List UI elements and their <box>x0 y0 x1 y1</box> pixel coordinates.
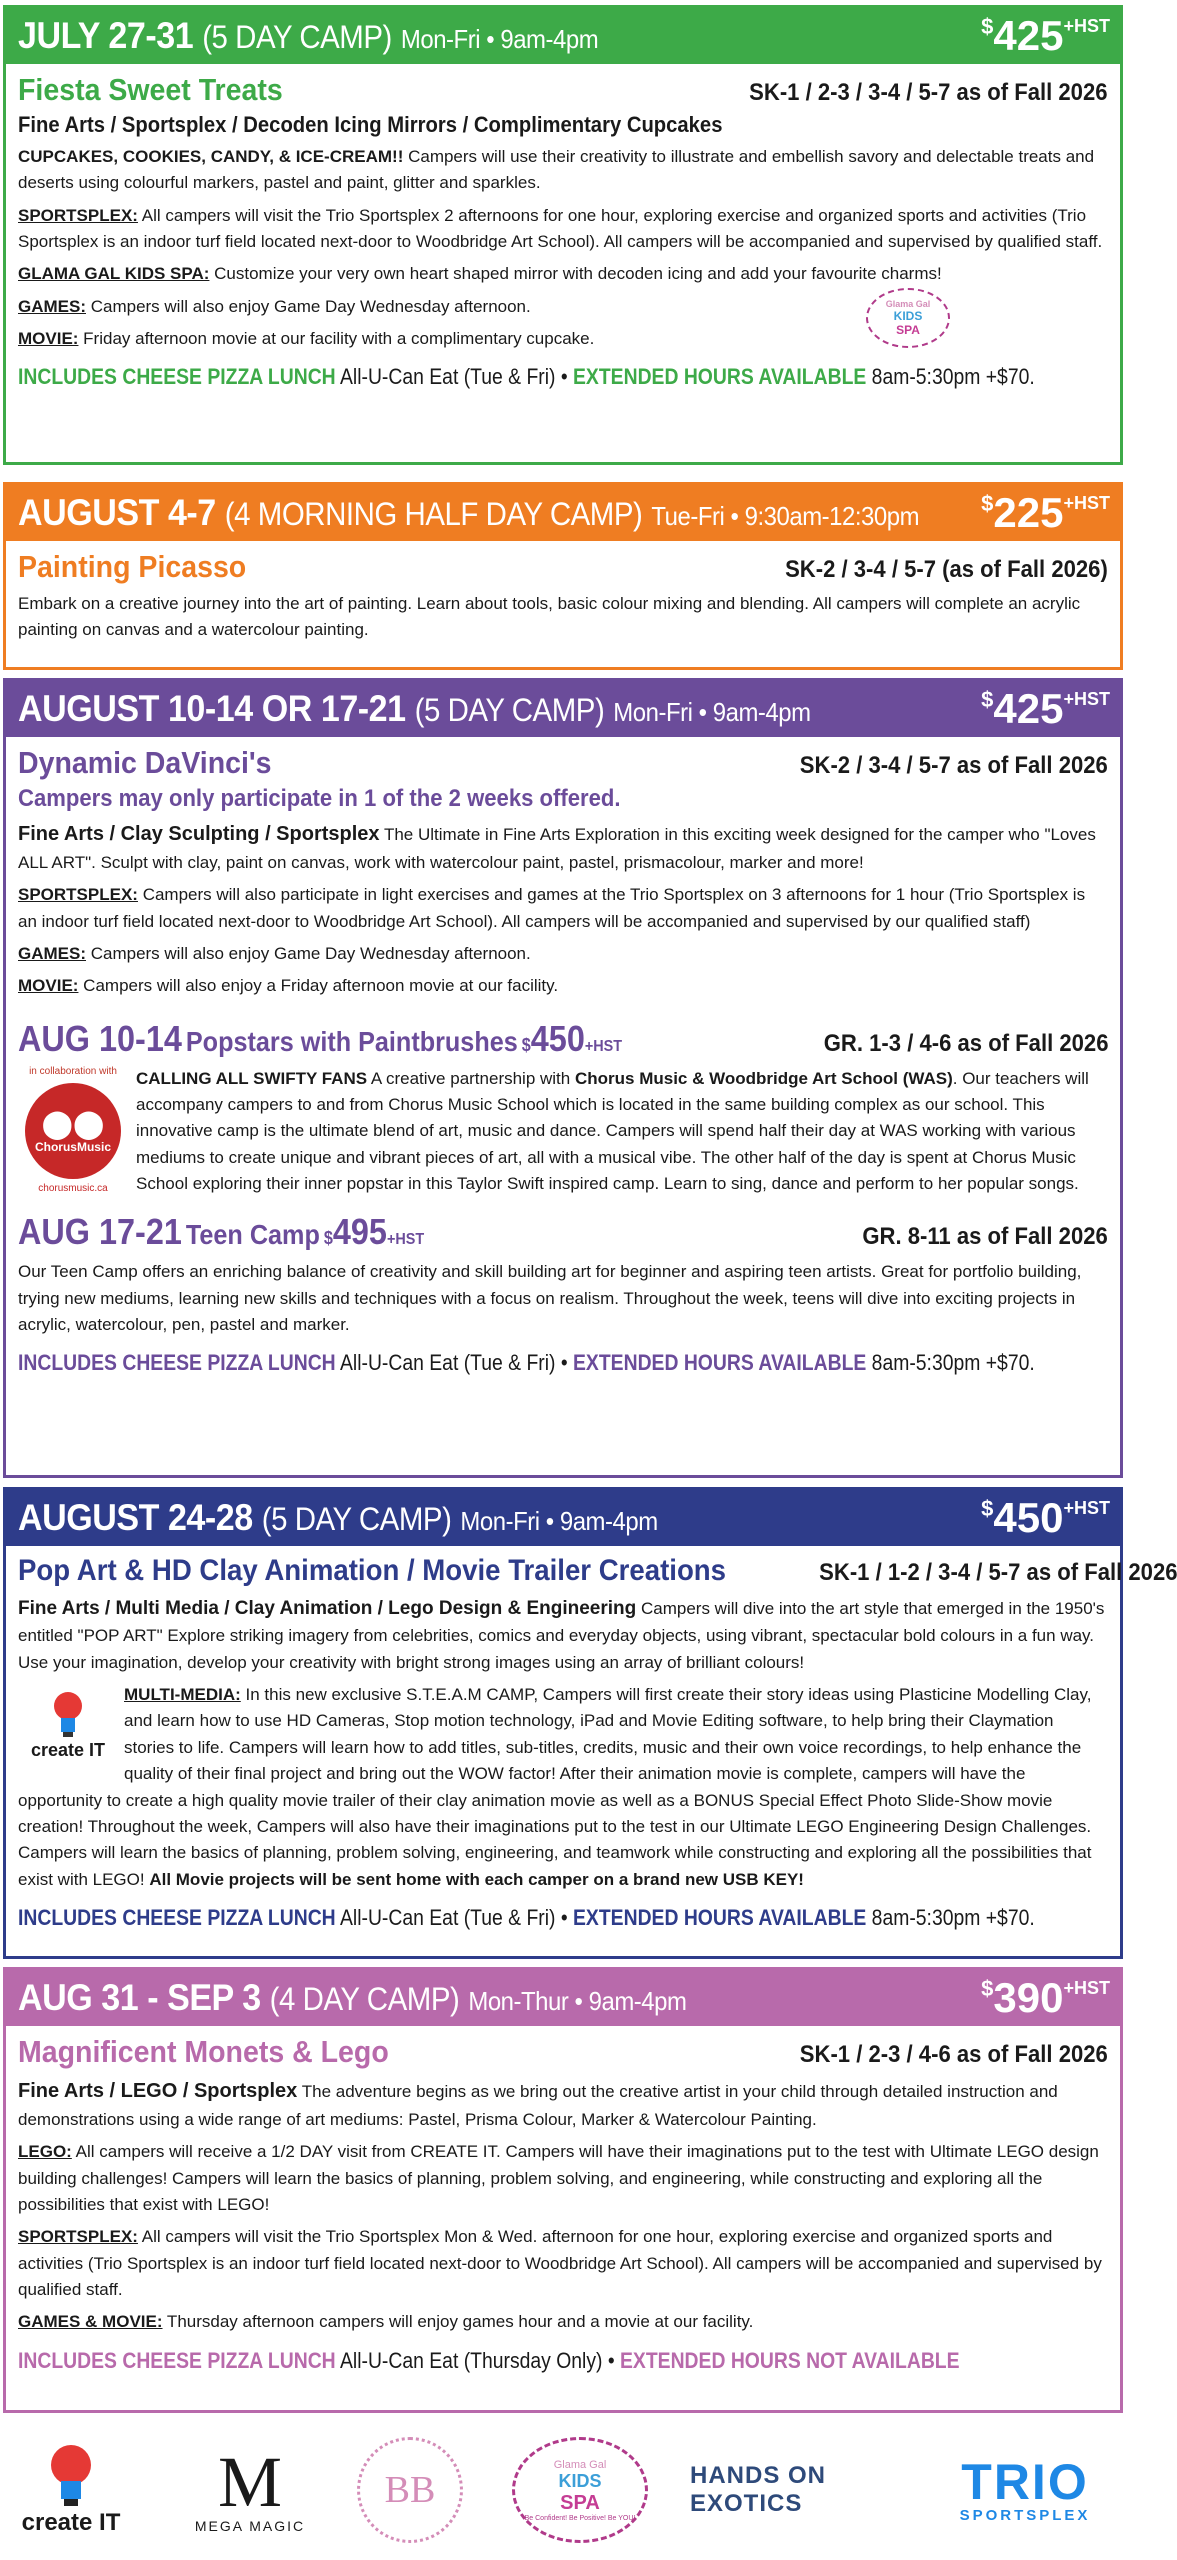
price-value: 425 <box>993 685 1064 732</box>
camp-date-line <box>18 688 811 730</box>
lunch-detail: All-U-Can Eat (Thursday Only) • <box>335 2347 621 2373</box>
people-icon: ⬤⬤ <box>41 1108 105 1140</box>
lunch-label: INCLUDES CHEESE PIZZA LUNCH <box>18 364 336 390</box>
camp-price <box>981 685 1110 733</box>
subsection-date: AUG 10-14 <box>18 1017 182 1059</box>
subsection-grades: GR. 8-11 as of Fall 2026 <box>862 1223 1108 1251</box>
camp-title: Painting Picasso <box>18 549 247 584</box>
paragraph-bold: All Movie projects will be sent home with each camper on a brand new USB KEY! <box>149 1869 804 1889</box>
camp-card-aug10 <box>3 678 1123 1478</box>
camp-price <box>981 1974 1110 2022</box>
paragraph-label: GLAMA GAL KIDS SPA: <box>18 264 210 284</box>
lightbulb-icon <box>47 2443 95 2509</box>
title-row <box>18 72 1108 108</box>
hst-label: +HST <box>584 1037 623 1055</box>
collab-text: in collaboration with <box>29 1065 117 1077</box>
paragraph-text: All campers will receive a 1/2 DAY visit from CREATE IT. Campers will have their imaginations put to the test with Ultimate LEGO design building challenges! Campers will learn the basics of planning, problem solving, and engineering, while constructing and exploring all the possibilities that exist with LEGO! <box>18 2142 1099 2215</box>
camp-grades: SK-1 / 2-3 / 4-6 as of Fall 2026 <box>799 2041 1108 2068</box>
camp-footer <box>18 364 1035 390</box>
logo-text: Glama Gal <box>553 2458 607 2471</box>
logo-text: KIDS <box>558 2470 602 2491</box>
logo-text-row <box>195 2518 305 2534</box>
camp-grades: SK-1 / 1-2 / 3-4 / 5-7 as of Fall 2026 <box>818 1559 1177 1586</box>
subsection-title <box>18 1211 1108 1253</box>
logo-text: create IT <box>21 2509 121 2536</box>
paragraph <box>18 2224 1108 2303</box>
camp-type: (4 MORNING HALF DAY CAMP) <box>224 496 643 532</box>
price-value: 390 <box>993 1974 1064 2021</box>
camp-footer <box>18 1904 1035 1931</box>
paragraph-text: Thursday afternoon campers will enjoy games hour and a movie at our facility. <box>162 2312 754 2332</box>
camp-footer <box>18 2348 977 2374</box>
camp-body <box>6 541 1120 644</box>
lunch-label: INCLUDES CHEESE PIZZA LUNCH <box>18 1350 336 1376</box>
logo-text: SPA <box>896 323 920 337</box>
paragraph <box>18 941 1108 967</box>
camp-date-line <box>18 15 598 57</box>
paragraph <box>18 973 1108 999</box>
paragraph-label: MOVIE: <box>18 329 79 349</box>
dollar-sign: $ <box>981 687 994 712</box>
dollar-sign: $ <box>981 1496 994 1521</box>
logo-text: SPA <box>560 2491 600 2514</box>
paragraph <box>18 2139 1108 2218</box>
camp-header <box>6 485 1120 541</box>
logo-text: MEGA <box>194 2518 244 2534</box>
camp-body <box>6 737 1120 1376</box>
camp-title: Fiesta Sweet Treats <box>18 72 283 107</box>
dollar-sign: $ <box>323 1228 333 1249</box>
partner-logos <box>0 2425 1130 2560</box>
extended-label: EXTENDED HOURS AVAILABLE <box>573 1350 867 1376</box>
logo-text: EXOTICS <box>690 2490 803 2517</box>
camp-header <box>6 1970 1120 2026</box>
createit-logo <box>6 2430 136 2550</box>
kids-spa-logo <box>866 288 950 348</box>
camp-card-aug4 <box>3 482 1123 670</box>
camp-schedule: Mon-Thur • 9am-4pm <box>468 1986 687 2016</box>
paragraph-label: CUPCAKES, COOKIES, CANDY, & ICE-CREAM!! <box>18 147 404 166</box>
mega-magic-logo <box>180 2430 320 2550</box>
price-value: 450 <box>530 1017 585 1059</box>
camp-date-line <box>18 492 919 534</box>
paragraph-text: Friday afternoon movie at our facility with a complimentary cupcake. <box>78 329 595 349</box>
bb-badge <box>357 2437 463 2543</box>
paragraph-text: The adventure begins as we bring out the creative artist in your child through detailed instruction and demonstrations using a wide range of art mediums: Pastel, Prisma Colour, Marker & Watercolour Painting. <box>18 2082 1058 2129</box>
spa-badge <box>512 2437 648 2543</box>
paragraph <box>18 882 1108 935</box>
camp-card-aug24 <box>3 1487 1177 1959</box>
subsection-heading <box>18 1018 622 1060</box>
subsection-name: Teen Camp <box>185 1219 320 1251</box>
paragraph-text: . Our teachers will accompany campers to and from Chorus Music School which is located in the same building complex as our school. This innovative camp is the ultimate blend of art, music and dance. Campers will spend half their day at WAS working with various mediums to create unique and vibrant pieces of art, all with a musical vibe. The other half of the day is spent at Chorus Music School exploring their inner popstar in this Taylor Swift inspired camp. Learn to sing, dance and perform to her popular songs. <box>136 1068 1089 1194</box>
dollar-sign: $ <box>521 1034 531 1055</box>
paragraph-label: Fine Arts / Multi Media / Clay Animation / Lego Design & Engineering <box>18 1598 637 1619</box>
createit-logo <box>18 1690 118 1780</box>
hands-on-exotics-logo <box>690 2445 890 2535</box>
logo-text: BB <box>384 2469 436 2511</box>
chorus-music-icon <box>25 1083 121 1179</box>
camp-body <box>6 2026 1120 2374</box>
logo-monogram: M <box>217 2442 283 2522</box>
paragraph-text: Campers will also enjoy a Friday afternoon movie at our facility. <box>78 976 559 996</box>
extended-label: EXTENDED HOURS AVAILABLE <box>573 364 867 390</box>
paragraph-text: A creative partnership with <box>367 1068 575 1088</box>
camp-schedule: Tue-Fri • 9:30am-12:30pm <box>651 501 920 531</box>
lunch-detail: All-U-Can Eat (Tue & Fri) • <box>335 364 574 390</box>
camp-title: Pop Art & HD Clay Animation / Movie Trailer Creations <box>18 1554 727 1587</box>
paragraph-label: SPORTSPLEX: <box>18 2227 138 2247</box>
hst-label: +HST <box>1063 689 1110 709</box>
hst-label: +HST <box>386 1231 425 1249</box>
lightbulb-icon <box>50 1690 86 1740</box>
dollar-sign: $ <box>981 14 994 39</box>
camp-grades: SK-2 / 3-4 / 5-7 (as of Fall 2026) <box>785 556 1108 583</box>
popstars-row <box>18 1066 1108 1198</box>
camp-title: Magnificent Monets & Lego <box>18 2034 389 2069</box>
trio-sportsplex-logo <box>930 2445 1120 2535</box>
paragraph-label: MULTI-MEDIA: <box>124 1685 241 1705</box>
logo-text: TRIO <box>961 2453 1089 2510</box>
bb-logo <box>355 2435 465 2545</box>
paragraph <box>18 2076 1108 2133</box>
subsection-grades: GR. 1-3 / 4-6 as of Fall 2026 <box>823 1029 1108 1057</box>
title-row <box>18 2034 1108 2070</box>
paragraph <box>18 203 1108 256</box>
paragraph: Embark on a creative journey into the art of painting. Learn about tools, basic colour mixing and blending. All campers will complete an acrylic painting on canvas and a watercolour painting. <box>18 594 1081 640</box>
hst-label: +HST <box>1063 1978 1110 1998</box>
paragraph <box>18 1594 1108 1676</box>
camp-type: (4 DAY CAMP) <box>269 1981 460 2017</box>
logo-text: Glama Gal <box>885 299 931 309</box>
paragraph-text: All campers will visit the Trio Sportsplex 2 afternoons for one hour, exploring exercise and organized sports and activities (Trio Sportsplex is an indoor turf field located next-door to Woodbridge Art School). All campers will be accompanied and supervised by qualified staff. <box>18 205 1103 252</box>
logo-text: create IT <box>30 1740 106 1761</box>
logo-text: HANDS ON <box>690 2462 827 2489</box>
logo-text: KIDS <box>893 309 923 323</box>
camp-subtitle: Fine Arts / Sportsplex / Decoden Icing Mirrors / Complimentary Cupcakes <box>18 112 723 137</box>
price-value: 425 <box>993 12 1064 59</box>
camp-grades: SK-2 / 3-4 / 5-7 as of Fall 2026 <box>799 752 1108 779</box>
paragraph-label: GAMES: <box>18 944 86 964</box>
subsection-date: AUG 17-21 <box>18 1211 182 1253</box>
camp-title: Dynamic DaVinci's <box>18 745 272 780</box>
title-row <box>18 549 1108 585</box>
camp-note: Campers may only participate in 1 of the 2 weeks offered. <box>18 785 621 812</box>
paragraph-label: LEGO: <box>18 2142 72 2162</box>
extended-label: EXTENDED HOURS AVAILABLE <box>573 1904 867 1930</box>
logo-text: Be Confident! Be Positive! Be YOU! <box>524 2514 636 2522</box>
extended-detail: 8am-5:30pm +$70. <box>866 1904 1035 1930</box>
camp-dates: AUGUST 10-14 OR 17-21 <box>18 688 406 729</box>
logo-text: MAGIC <box>249 2518 306 2534</box>
paragraph <box>136 1066 1108 1198</box>
price-value: 225 <box>993 489 1064 536</box>
camp-price <box>981 489 1110 537</box>
camp-card-july <box>3 5 1123 465</box>
paragraph-text: Campers will also enjoy Game Day Wednesday afternoon. <box>86 296 531 316</box>
paragraph-text: All campers will visit the Trio Sportsplex Mon & Wed. afternoon for one hour, exploring exercise and organized sports and activities (Trio Sportsplex is an indoor turf field located next-door to Woodbridge Art School). All campers will be accompanied and supervised by qualified staff. <box>18 2227 1102 2300</box>
camp-header <box>6 8 1120 64</box>
price-value: 450 <box>993 1494 1064 1541</box>
camp-price <box>981 1494 1110 1542</box>
camp-type: (5 DAY CAMP) <box>261 1501 452 1537</box>
paragraph <box>18 819 1108 876</box>
camp-card-aug31 <box>3 1967 1123 2413</box>
title-row <box>18 745 1108 781</box>
paragraph-text: Campers will use their creativity to illustrate and embellish savory and delectable treats and deserts using colourful markers, pastel and paint, glitter and sparkles. <box>18 147 1095 193</box>
dollar-sign: $ <box>981 491 994 516</box>
extended-detail: 8am-5:30pm +$70. <box>866 1350 1035 1376</box>
camp-body <box>6 1546 1177 1931</box>
chorus-logo <box>18 1066 128 1198</box>
camp-grades: SK-1 / 2-3 / 3-4 / 5-7 as of Fall 2026 <box>749 79 1108 106</box>
camp-header <box>6 681 1120 737</box>
camp-type: (5 DAY CAMP) <box>414 692 605 728</box>
hst-label: +HST <box>1063 1498 1110 1518</box>
subsection-title <box>18 1018 1108 1060</box>
paragraph-text: Campers will also participate in light exercises and games at the Trio Sportsplex on 3 afternoons for 1 hour (Trio Sportsplex is an indoor turf field located next-door to Woodbridge Art School). All campers will be accompanied and supervised by our qualified staff) <box>18 885 1086 931</box>
extended-detail: 8am-5:30pm +$70. <box>866 364 1035 390</box>
paragraph-text: Campers will also enjoy Game Day Wednesday afternoon. <box>86 944 531 964</box>
paragraph <box>18 1682 1108 1893</box>
paragraph-label: MOVIE: <box>18 976 79 996</box>
dollar-sign: $ <box>981 1976 994 2001</box>
chorus-url: chorusmusic.ca <box>38 1182 108 1194</box>
camp-footer <box>18 1350 1035 1376</box>
camp-dates: AUG 31 - SEP 3 <box>18 1977 261 2018</box>
extended-label: EXTENDED HOURS NOT AVAILABLE <box>620 2347 960 2373</box>
hst-label: +HST <box>1063 16 1110 36</box>
paragraph-text: Chorus Music & Woodbridge Art School (WAS) <box>574 1068 953 1088</box>
camp-header <box>6 1490 1120 1546</box>
subsection-heading <box>18 1211 424 1253</box>
paragraph <box>18 144 1108 197</box>
lunch-label: INCLUDES CHEESE PIZZA LUNCH <box>18 2347 336 2373</box>
camp-date-line <box>18 1977 686 2019</box>
paragraph-label: Fine Arts / Clay Sculpting / Sportsplex <box>18 823 380 845</box>
paragraph: Our Teen Camp offers an enriching balance of creativity and skill building art for beginner and aspiring teen artists. Great for portfolio building, trying new mediums, learning new skills and techniques with a focus on realism. Throughout the week, teens will dive into exciting projects in acrylic, watercolour, pen, pastel and marker. <box>18 1262 1082 1335</box>
paragraph-label: SPORTSPLEX: <box>18 885 138 905</box>
logo-text: ChorusMusic <box>34 1140 111 1155</box>
paragraph-text: The Ultimate in Fine Arts Exploration in this exciting week designed for the camper who "Loves ALL ART". Sculpt with clay, paint on canvas, work with watercolour paint, pastel, prismacolour, marker and more! <box>18 825 1096 872</box>
paragraph <box>18 261 1108 287</box>
subsection-name: Popstars with Paintbrushes <box>185 1025 518 1057</box>
camp-schedule: Mon-Fri • 9am-4pm <box>460 1506 658 1536</box>
camp-type: (5 DAY CAMP) <box>202 19 392 55</box>
camp-dates: JULY 27-31 <box>18 15 194 56</box>
paragraph-text: Campers will dive into the art style that emerged in the 1950's entitled "POP ART" Explore striking imagery from celebrities, comics and everyday objects, using vibrant, spectacular bold colours in a fun way. Use your imagination, develop your creativity with bright strong images using an array of brilliant colours! <box>18 1599 1105 1672</box>
paragraph-label: CALLING ALL SWIFTY FANS <box>136 1068 368 1088</box>
paragraph-label: GAMES & MOVIE: <box>18 2312 163 2332</box>
hst-label: +HST <box>1063 493 1110 513</box>
paragraph-label: Fine Arts / LEGO / Sportsplex <box>18 2080 298 2102</box>
paragraph <box>18 2309 1108 2335</box>
title-row <box>18 1554 1177 1588</box>
kids-spa-logo <box>510 2430 650 2550</box>
multimedia-block <box>18 1682 1108 1893</box>
lunch-label: INCLUDES CHEESE PIZZA LUNCH <box>18 1904 336 1930</box>
paragraph-label: SPORTSPLEX: <box>18 205 138 225</box>
paragraph-text: In this new exclusive S.T.E.A.M CAMP, Campers will first create their story ideas using Plasticine Modelling Clay, and learn how to use HD Cameras, Stop motion technology, iPad and Movie Editing software, to help bring their Claymation stories to life. Campers will learn how to add titles, sub-titles, credits, music and their own voice recordings, to help enhance the quality of their final project and bring out the WOW factor! After their animation movie is complete, campers will have the opportunity to create a high quality movie trailer of their clay animation movie as well as a BONUS Special Effect Photo Slide-Show movie creation! Throughout the week, Campers will also have their imaginations put to the test in our Ultimate LEGO Engineering Design Challenges. Campers will learn the basics of planning, problem solving, engineering, and teamwork while constructing and exploring all the possibilities that exist with LEGO! <box>18 1685 1092 1889</box>
logo-text: SPORTSPLEX <box>959 2506 1091 2524</box>
lunch-detail: All-U-Can Eat (Tue & Fri) • <box>335 1350 574 1376</box>
price-value: 495 <box>332 1211 387 1253</box>
camp-price <box>981 12 1110 60</box>
lunch-detail: All-U-Can Eat (Tue & Fri) • <box>335 1904 574 1930</box>
camp-schedule: Mon-Fri • 9am-4pm <box>400 24 599 54</box>
paragraph-text: Customize your very own heart shaped mirror with decoden icing and add your favourite charms! <box>209 264 942 284</box>
camp-body <box>6 64 1120 390</box>
camp-date-line <box>18 1497 658 1539</box>
camp-dates: AUGUST 24-28 <box>18 1497 253 1538</box>
camp-schedule: Mon-Fri • 9am-4pm <box>613 697 811 727</box>
paragraph-label: GAMES: <box>18 296 86 316</box>
camp-dates: AUGUST 4-7 <box>18 492 216 533</box>
